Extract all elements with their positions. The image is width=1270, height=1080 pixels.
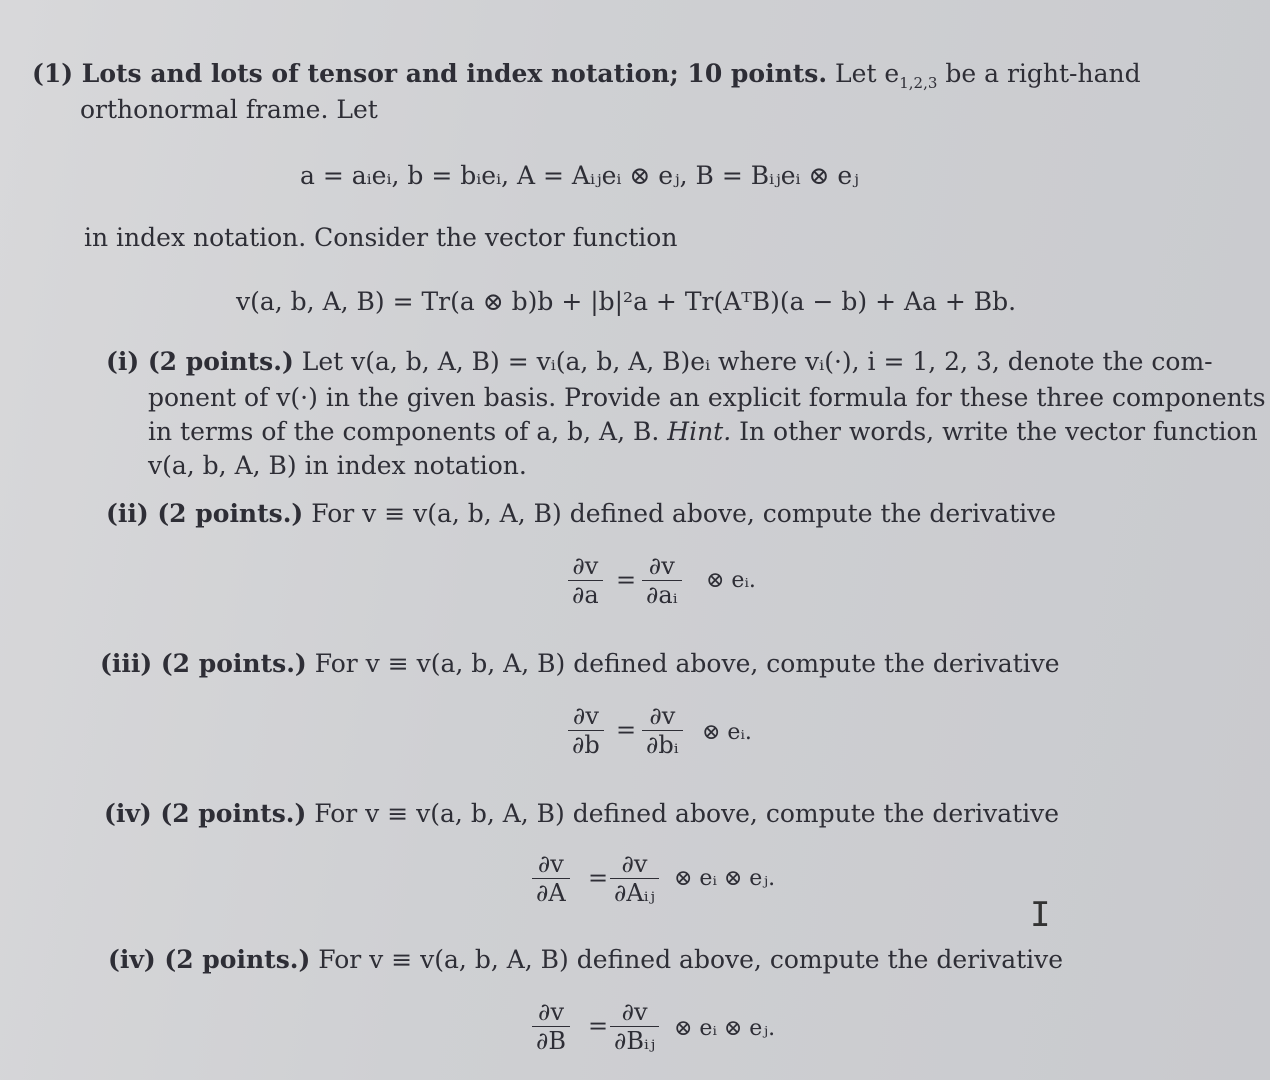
header-let: Let e xyxy=(835,59,900,88)
part-ii-text: For v ≡ v(a, b, A, B) defined above, compute the derivative xyxy=(311,499,1057,528)
part-iv-line xyxy=(104,798,1059,830)
part-ii-lhs-fraction xyxy=(568,552,603,609)
part-ii-line xyxy=(106,498,1056,530)
part-ii-lhs-num: ∂v xyxy=(568,552,603,581)
part-iii-tail: ⊗ eᵢ. xyxy=(702,720,752,745)
part-iv-label: (iv) (2 points.) xyxy=(104,799,307,828)
part-v-label: (iv) (2 points.) xyxy=(108,945,311,974)
part-iv-rhs-den: ∂Aᵢⱼ xyxy=(614,879,655,907)
part-v-rhs-den: ∂Bᵢⱼ xyxy=(614,1027,656,1055)
part-ii-rhs-fraction xyxy=(642,552,682,609)
part-i-text-1: Let v(a, b, A, B) = vᵢ(a, b, A, B)eᵢ where vᵢ(·), i = 1, 2, 3, denote the com- xyxy=(301,347,1213,376)
header-subscript: 1,2,3 xyxy=(899,74,938,92)
part-v-text: For v ≡ v(a, b, A, B) defined above, compute the derivative xyxy=(318,945,1064,974)
index-notation-text: in index notation. Consider the vector function xyxy=(84,223,678,252)
part-iii-line xyxy=(100,648,1060,680)
part-ii-lhs-den: ∂a xyxy=(572,581,599,609)
part-iii-lhs-num: ∂v xyxy=(568,702,604,731)
part-v-rhs-num: ∂v xyxy=(610,998,659,1027)
part-i-text-3b: In other words, write the vector function xyxy=(739,417,1258,446)
part-iv-lhs-den: ∂A xyxy=(536,879,566,907)
part-iv-rhs-fraction xyxy=(610,850,659,907)
part-i-line-1 xyxy=(106,346,1213,378)
part-iv-tail: ⊗ eᵢ ⊗ eⱼ. xyxy=(674,866,776,891)
part-v-equals: = xyxy=(588,1012,609,1040)
part-iv-lhs-fraction xyxy=(532,850,570,907)
problem-header xyxy=(32,58,1141,99)
part-v-tail: ⊗ eᵢ ⊗ eⱼ. xyxy=(674,1016,776,1041)
part-iv-text: For v ≡ v(a, b, A, B) defined above, compute the derivative xyxy=(314,799,1060,828)
text-cursor-icon: I xyxy=(1030,895,1051,935)
part-ii-rhs-num: ∂v xyxy=(642,552,682,581)
part-i-label: (i) (2 points.) xyxy=(106,347,294,376)
part-iv-equals: = xyxy=(588,864,609,892)
part-iii-text: For v ≡ v(a, b, A, B) defined above, compute the derivative xyxy=(314,649,1060,678)
vector-function-equation: v(a, b, A, B) = Tr(a ⊗ b)b + |b|²a + Tr(AᵀB)(a − b) + Aa + Bb. xyxy=(236,287,1017,316)
part-v-rhs-fraction xyxy=(610,998,659,1055)
part-i-line-2: ponent of v(·) in the given basis. Provide an explicit formula for these three components xyxy=(148,383,1266,412)
part-i-line-3 xyxy=(148,416,1258,448)
part-iii-rhs-den: ∂bᵢ xyxy=(646,731,679,759)
header-line-2: orthonormal frame. Let xyxy=(80,95,378,124)
part-i-line-4: v(a, b, A, B) in index notation. xyxy=(148,451,527,480)
part-iv-rhs-num: ∂v xyxy=(610,850,659,879)
part-iii-rhs-fraction xyxy=(642,702,683,759)
part-i-hint: Hint. xyxy=(667,417,732,446)
part-ii-label: (ii) (2 points.) xyxy=(106,499,304,528)
part-ii-tail: ⊗ eᵢ. xyxy=(706,568,756,593)
part-ii-rhs-den: ∂aᵢ xyxy=(646,581,678,609)
header-end: be a right-hand xyxy=(945,59,1141,88)
part-iii-lhs-den: ∂b xyxy=(572,731,600,759)
part-iii-label: (iii) (2 points.) xyxy=(100,649,307,678)
part-v-lhs-den: ∂B xyxy=(536,1027,567,1055)
part-i-text-3: in terms of the components of a, b, A, B. xyxy=(148,417,660,446)
part-v-lhs-fraction xyxy=(532,998,570,1055)
definitions-equation: a = aᵢeᵢ, b = bᵢeᵢ, A = Aᵢⱼeᵢ ⊗ eⱼ, B = Bᵢⱼeᵢ ⊗ eⱼ xyxy=(300,161,859,190)
part-iv-lhs-num: ∂v xyxy=(532,850,570,879)
part-v-line xyxy=(108,944,1063,976)
part-iii-rhs-num: ∂v xyxy=(642,702,683,731)
part-iii-equals: = xyxy=(616,716,637,744)
part-ii-equals: = xyxy=(616,566,637,594)
part-iii-lhs-fraction xyxy=(568,702,604,759)
part-v-lhs-num: ∂v xyxy=(532,998,570,1027)
problem-title: (1) Lots and lots of tensor and index notation; 10 points. xyxy=(32,59,828,88)
